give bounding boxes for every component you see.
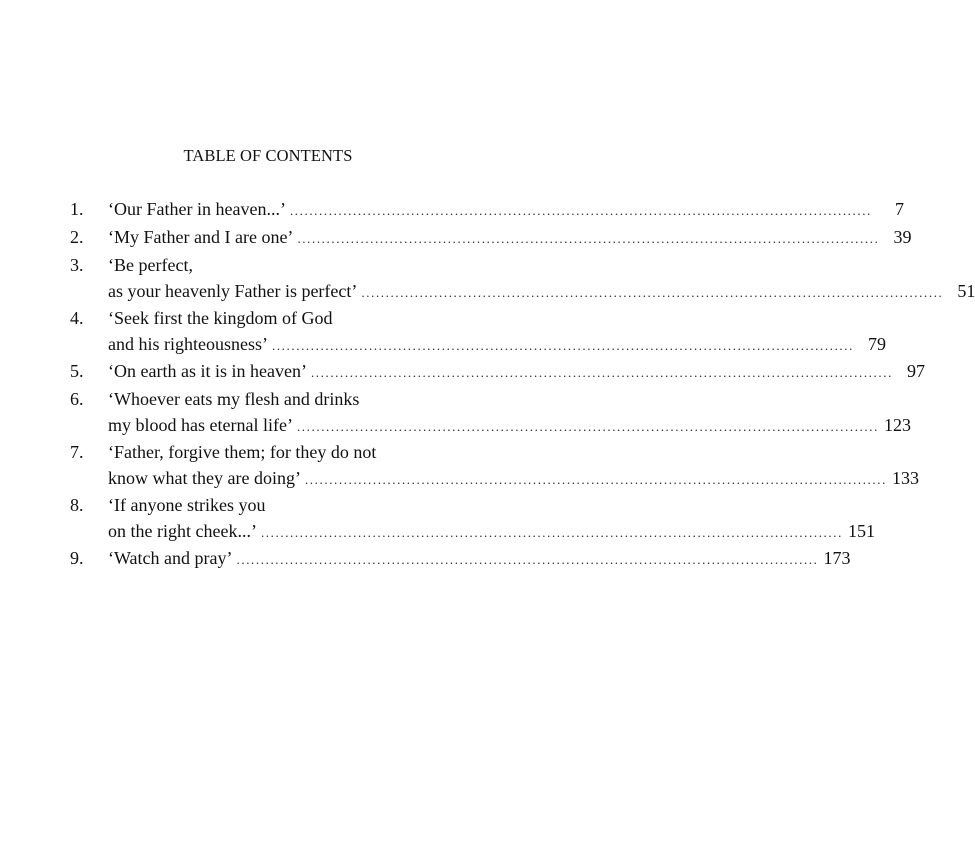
entry-number: 3.: [70, 255, 84, 275]
dot-leader: ........................................................................................................................: [236, 552, 819, 567]
entry-number: 8.: [70, 495, 84, 515]
entry-number: 7.: [70, 442, 84, 462]
entry-title-line: ‘If anyone strikes you: [108, 495, 266, 515]
dot-leader: ........................................................................................................................: [260, 524, 843, 540]
toc-entry: [70, 253, 975, 306]
toc-entry: [70, 387, 911, 440]
entry-title: ‘Watch and pray’: [108, 548, 233, 568]
toc-entry: [70, 197, 904, 225]
toc-entry: [70, 546, 851, 574]
entry-title-line: ‘Seek first the kingdom of God: [108, 308, 333, 328]
dot-leader: ........................................................................................................................: [289, 203, 872, 218]
entry-title-line: know what they are doing’: [108, 467, 301, 488]
entry-title-line: ‘Whoever eats my flesh and drinks: [108, 389, 360, 409]
dot-leader: ........................................................................................................................: [310, 365, 893, 380]
entry-title-line: on the right cheek...’: [108, 520, 257, 541]
entry-number: 4.: [70, 308, 84, 328]
toc-list: [70, 197, 975, 574]
entry-title-line: ‘Father, forgive them; for they do not: [108, 442, 377, 462]
toc-entry: [70, 225, 912, 253]
entry-page-number: 133: [891, 467, 919, 488]
entry-title: ‘My Father and I are one’: [108, 227, 294, 247]
entry-number: 9.: [70, 548, 84, 568]
toc-title: TABLE OF CONTENTS: [183, 146, 353, 165]
toc-entry: [70, 493, 875, 546]
entry-title: ‘On earth as it is in heaven’: [108, 361, 307, 381]
toc-entry: [70, 440, 919, 493]
entry-page-number: 51: [957, 280, 975, 301]
entry-title-line: as your heavenly Father is perfect’: [108, 280, 358, 301]
entry-number: 5.: [70, 361, 84, 381]
entry-number: 1.: [70, 199, 84, 219]
dot-leader: ........................................................................................................................: [361, 284, 944, 300]
entry-title-line: and his righteousness’: [108, 333, 268, 354]
entry-page-number: 123: [883, 414, 911, 435]
entry-number: 2.: [70, 227, 84, 247]
entry-number: 6.: [70, 389, 84, 409]
dot-leader: ........................................................................................................................: [296, 418, 879, 434]
entry-title-line: my blood has eternal life’: [108, 414, 293, 435]
entry-page-number: 39: [893, 227, 912, 247]
dot-leader: ........................................................................................................................: [304, 471, 887, 487]
entry-page-number: 7: [894, 199, 904, 219]
entry-page-number: 79: [867, 333, 886, 354]
toc-entry: [70, 359, 925, 387]
entry-page-number: 151: [847, 520, 875, 541]
dot-leader: ........................................................................................................................: [297, 231, 880, 246]
entry-title: ‘Our Father in heaven...’: [108, 199, 286, 219]
toc-entry: [70, 306, 886, 359]
entry-page-number: 173: [823, 548, 851, 568]
dot-leader: ........................................................................................................................: [271, 337, 854, 353]
entry-title-line: ‘Be perfect,: [108, 255, 193, 275]
entry-page-number: 97: [906, 361, 925, 381]
